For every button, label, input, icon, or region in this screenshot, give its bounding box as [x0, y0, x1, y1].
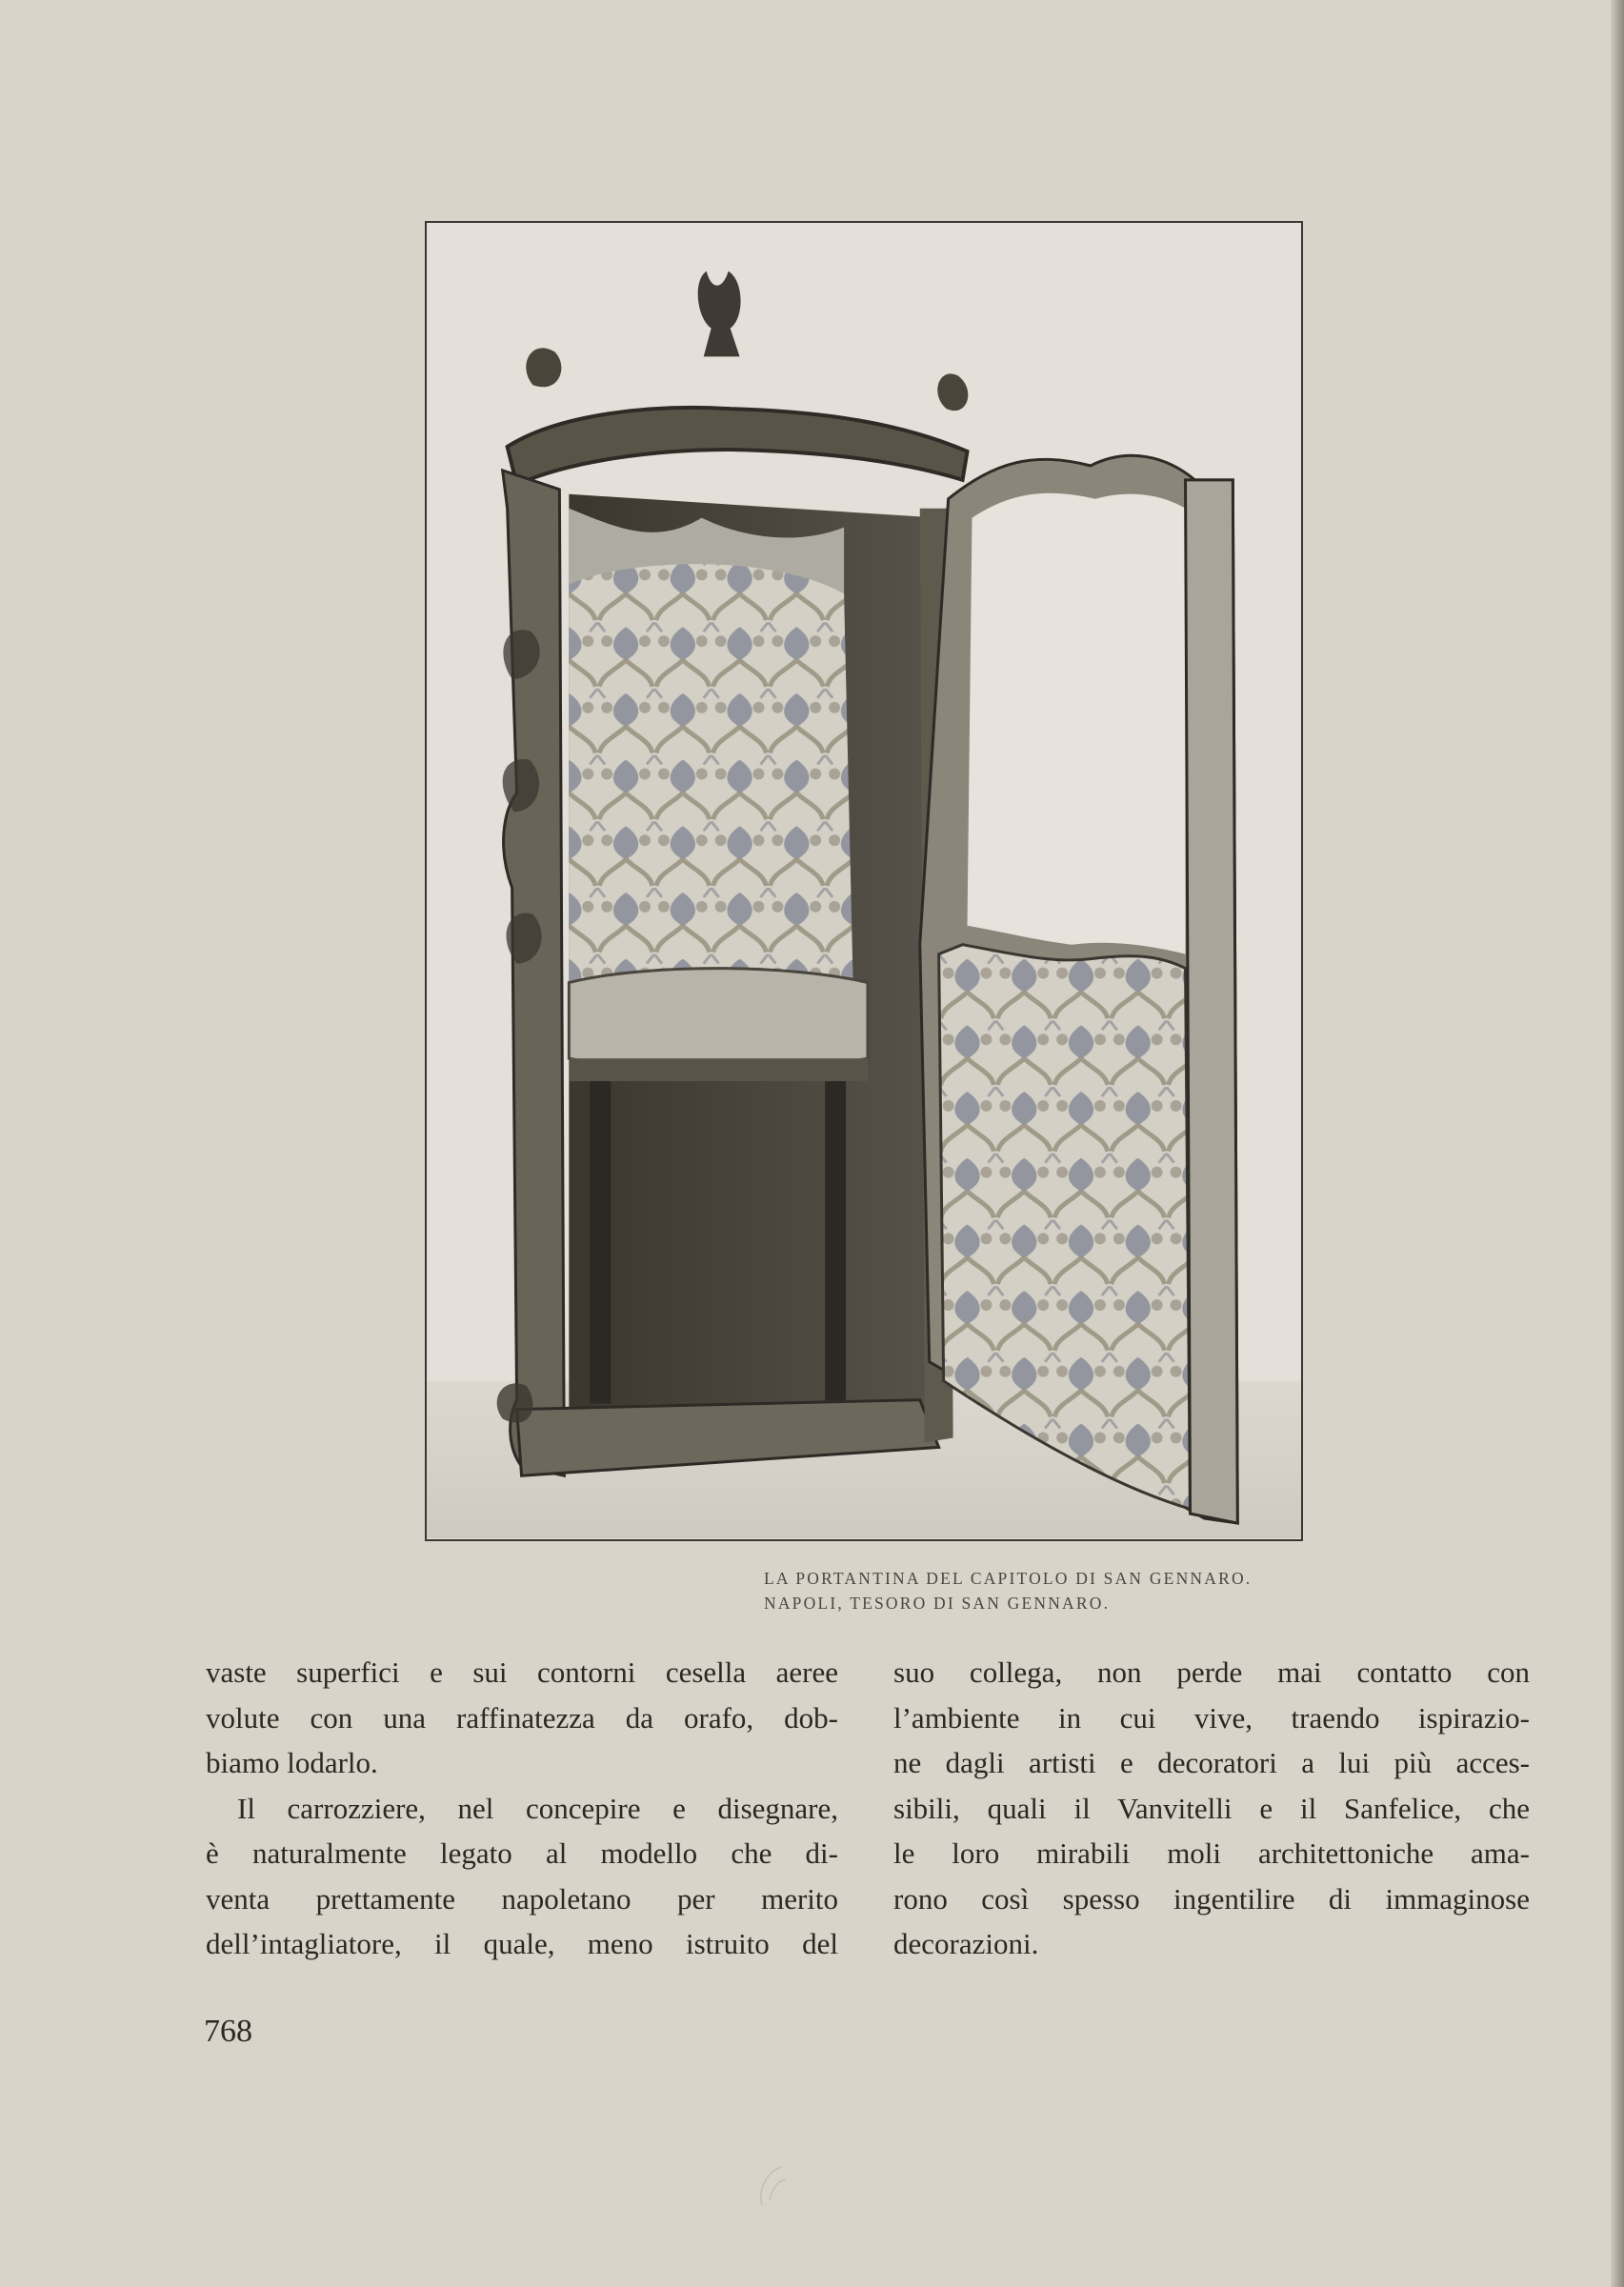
text-line: suo collega, non perde mai contatto con [893, 1655, 1530, 1689]
paper-mark-icon [752, 2162, 791, 2210]
text-line: Il carrozziere, nel concepire e disegnare, [237, 1791, 838, 1825]
caption-line: LA PORTANTINA DEL CAPITOLO DI SAN GENNARO. [764, 1569, 1253, 1588]
sedan-chair-photograph-icon [427, 223, 1301, 1539]
photograph-plate [425, 221, 1303, 1541]
text-line: vaste superfici e sui contorni cesella aeree [206, 1655, 838, 1689]
text-line: sibili, quali il Vanvitelli e il Sanfelice, che [893, 1791, 1530, 1825]
page-edge [1611, 0, 1624, 2287]
text-line: è naturalmente legato al modello che di- [206, 1836, 838, 1870]
text-column-right [893, 1650, 1530, 1967]
text-line: decorazioni. [893, 1927, 1039, 1960]
text-line: venta prettamente napoletano per merito [206, 1881, 838, 1916]
text-line: l’ambiente in cui vive, traendo ispirazio- [893, 1700, 1530, 1735]
paragraph [893, 1650, 1530, 1967]
text-line: volute con una raffinatezza da orafo, dob- [206, 1700, 838, 1735]
text-line: rono così spesso ingentilire di immaginose [893, 1881, 1530, 1916]
caption-line: NAPOLI, TESORO DI SAN GENNARO. [764, 1594, 1111, 1613]
text-line: ne dagli artisti e decoratori a lui più acces- [893, 1746, 1530, 1779]
text-line: dell’intagliatore, il quale, meno istruito del [206, 1927, 838, 1960]
figure-caption [764, 1566, 1297, 1615]
text-line: le loro mirabili moli architettoniche ama- [893, 1836, 1530, 1870]
paragraph [206, 1786, 838, 1967]
text-column-left [206, 1650, 838, 1967]
text-line: biamo lodarlo. [206, 1746, 378, 1779]
paragraph [206, 1650, 838, 1786]
page-number: 768 [204, 2014, 252, 2049]
